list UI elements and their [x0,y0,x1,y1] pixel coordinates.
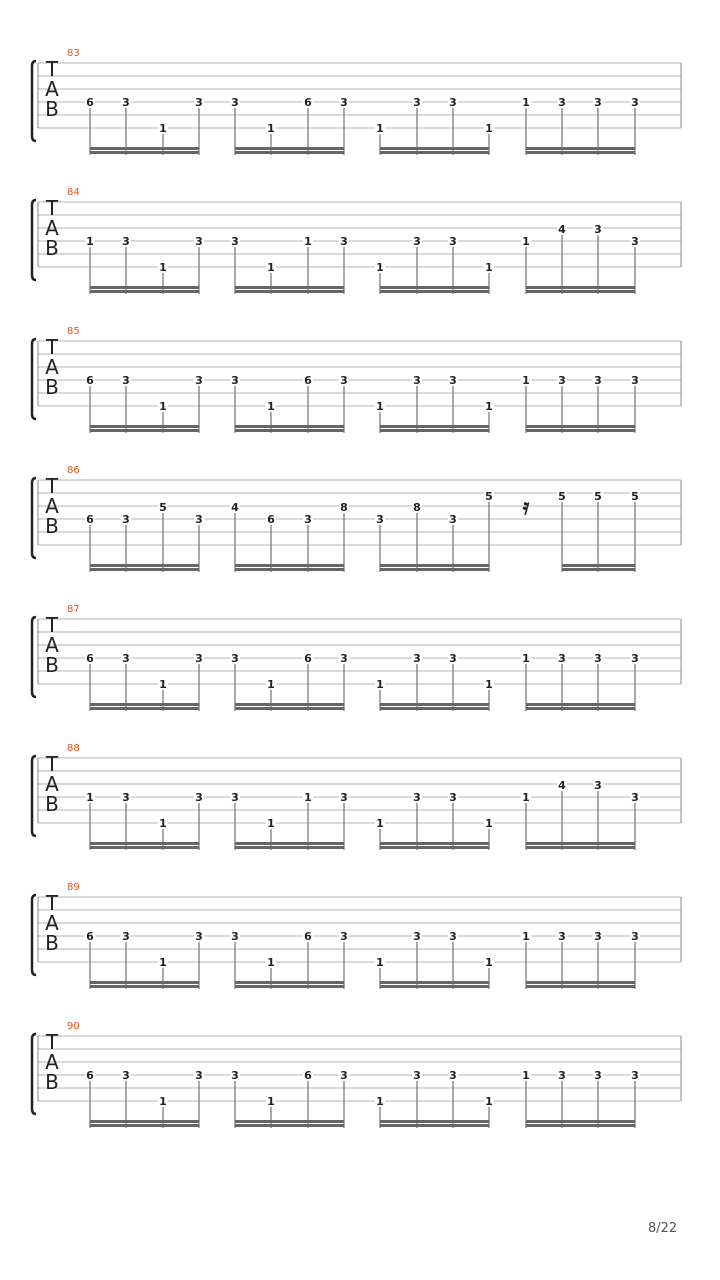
fret-number: 1 [522,791,530,804]
tab-clef-letter: A [45,1050,59,1074]
tab-clef-letter: A [45,911,59,935]
fret-number: 3 [449,930,457,943]
tab-clef-letter: T [45,335,59,359]
fret-number: 3 [231,930,239,943]
fret-number: 3 [413,374,421,387]
system-bracket [32,478,36,558]
tab-clef-letter: B [45,1070,59,1094]
tab-system [0,48,720,161]
fret-number: 3 [631,930,639,943]
beam [526,985,635,988]
fret-number: 6 [86,513,94,526]
tab-system [0,1021,720,1134]
fret-number: 1 [267,122,275,135]
fret-number: 3 [340,652,348,665]
beam [380,985,489,988]
beam [235,842,344,845]
fret-number: 3 [558,374,566,387]
fret-number: 3 [449,513,457,526]
fret-number: 1 [304,791,312,804]
beam [380,429,489,432]
staff-svg [0,190,720,300]
tab-system [0,187,720,300]
measure-number: 84 [67,187,80,198]
fret-number: 6 [304,96,312,109]
beam [562,568,635,571]
fret-number: 1 [376,122,384,135]
fret-number: 6 [304,1069,312,1082]
tab-clef-letter: A [45,355,59,379]
fret-number: 1 [376,817,384,830]
fret-number: 3 [558,96,566,109]
beam [235,286,344,289]
fret-number: 3 [631,235,639,248]
fret-number: 1 [522,96,530,109]
fret-number: 3 [195,235,203,248]
beam [526,290,635,293]
beam [90,286,199,289]
fret-number: 6 [86,96,94,109]
tab-system [0,743,720,856]
tab-clef-letter: A [45,216,59,240]
staff-svg [0,51,720,161]
fret-number: 3 [558,1069,566,1082]
tab-clef-letter: T [45,613,59,637]
fret-number: 3 [558,930,566,943]
beam [90,290,199,293]
fret-number: 3 [594,223,602,236]
tab-system [0,326,720,439]
beam [380,703,489,706]
beam [526,981,635,984]
fret-number: 3 [195,513,203,526]
fret-number: 1 [376,956,384,969]
beam [90,1124,199,1127]
beam [235,985,344,988]
beam [235,290,344,293]
fret-number: 3 [558,652,566,665]
beam [380,151,489,154]
tab-clef-letter: T [45,196,59,220]
beam [380,564,489,567]
fret-number: 3 [122,96,130,109]
fret-number: 3 [340,235,348,248]
beam [380,290,489,293]
beam [562,564,635,567]
fret-number: 3 [195,652,203,665]
beam [90,564,199,567]
beam [235,429,344,432]
fret-number: 1 [159,817,167,830]
fret-number: 3 [231,96,239,109]
beam [90,429,199,432]
beam [90,1120,199,1123]
beam [526,425,635,428]
fret-number: 3 [631,652,639,665]
fret-number: 3 [594,96,602,109]
fret-number: 1 [304,235,312,248]
measure-number: 89 [67,882,80,893]
fret-number: 1 [485,261,493,274]
tab-clef-letter: B [45,792,59,816]
fret-number: 3 [631,791,639,804]
staff-svg [0,1024,720,1134]
fret-number: 3 [376,513,384,526]
fret-number: 1 [522,235,530,248]
fret-number: 3 [122,930,130,943]
system-bracket [32,61,36,141]
fret-number: 3 [231,235,239,248]
fret-number: 3 [594,652,602,665]
beam [526,842,635,845]
fret-number: 4 [231,501,239,514]
beam [380,842,489,845]
fret-number: 1 [159,122,167,135]
tab-clef-letter: B [45,514,59,538]
fret-number: 3 [231,1069,239,1082]
tab-clef-letter: T [45,474,59,498]
fret-number: 4 [558,779,566,792]
fret-number: 3 [449,374,457,387]
beam [235,707,344,710]
beam [380,846,489,849]
tab-clef-letter: B [45,97,59,121]
fret-number: 1 [485,122,493,135]
fret-number: 6 [86,374,94,387]
tab-clef-letter: T [45,891,59,915]
measure-number: 85 [67,326,80,337]
fret-number: 1 [485,400,493,413]
fret-number: 3 [631,374,639,387]
fret-number: 3 [231,791,239,804]
fret-number: 6 [304,930,312,943]
beam [526,1120,635,1123]
fret-number: 1 [485,1095,493,1108]
tab-clef-letter: B [45,236,59,260]
tab-clef-letter: B [45,653,59,677]
fret-number: 5 [485,490,493,503]
fret-number: 3 [122,374,130,387]
fret-number: 1 [376,1095,384,1108]
fret-number: 6 [86,652,94,665]
tab-clef-letter: T [45,1030,59,1054]
fret-number: 6 [304,374,312,387]
fret-number: 1 [159,678,167,691]
measure-number: 87 [67,604,80,615]
beam [526,846,635,849]
fret-number: 3 [413,930,421,943]
fret-number: 3 [231,374,239,387]
fret-number: 1 [485,956,493,969]
fret-number: 3 [195,374,203,387]
tab-clef-letter: T [45,752,59,776]
beam [90,151,199,154]
fret-number: 3 [340,374,348,387]
tab-clef-letter: A [45,772,59,796]
fret-number: 3 [340,791,348,804]
system-bracket [32,617,36,697]
fret-number: 3 [449,791,457,804]
fret-number: 1 [376,400,384,413]
fret-number: 5 [558,490,566,503]
staff-svg [0,329,720,439]
beam [90,568,199,571]
beam [526,707,635,710]
beam [90,842,199,845]
fret-number: 1 [159,261,167,274]
tab-clef-letter: A [45,77,59,101]
fret-number: 1 [522,930,530,943]
tab-system [0,604,720,717]
measure-number: 88 [67,743,80,754]
staff-svg [0,468,720,578]
fret-number: 3 [413,96,421,109]
fret-number: 6 [267,513,275,526]
fret-number: 5 [631,490,639,503]
fret-number: 3 [594,930,602,943]
beam [90,703,199,706]
beam [380,981,489,984]
fret-number: 1 [267,1095,275,1108]
fret-number: 1 [159,400,167,413]
fret-number: 8 [413,501,421,514]
tab-clef-letter: B [45,375,59,399]
fret-number: 1 [376,261,384,274]
fret-number: 3 [449,1069,457,1082]
beam [526,703,635,706]
fret-number: 3 [122,791,130,804]
fret-number: 1 [267,817,275,830]
fret-number: 1 [267,261,275,274]
system-bracket [32,200,36,280]
beam [235,703,344,706]
system-bracket [32,895,36,975]
fret-number: 3 [631,1069,639,1082]
system-bracket [32,756,36,836]
beam [235,568,344,571]
system-bracket [32,339,36,419]
fret-number: 3 [340,96,348,109]
fret-number: 6 [86,1069,94,1082]
system-bracket [32,1034,36,1114]
fret-number: 3 [413,1069,421,1082]
beam [380,707,489,710]
beam [90,981,199,984]
staff-svg [0,607,720,717]
fret-number: 3 [594,779,602,792]
fret-number: 8 [340,501,348,514]
fret-number: 3 [631,96,639,109]
beam [526,151,635,154]
beam [235,151,344,154]
fret-number: 1 [267,400,275,413]
beam [235,564,344,567]
beam [380,1120,489,1123]
fret-number: 1 [522,1069,530,1082]
tab-clef-letter: T [45,57,59,81]
fret-number: 4 [558,223,566,236]
beam [526,286,635,289]
fret-number: 5 [159,501,167,514]
beam [526,1124,635,1127]
beam [235,1120,344,1123]
beam [235,147,344,150]
beam [90,147,199,150]
fret-number: 3 [195,1069,203,1082]
fret-number: 1 [159,1095,167,1108]
tab-clef-letter: B [45,931,59,955]
fret-number: 3 [195,96,203,109]
beam [90,707,199,710]
beam [526,429,635,432]
beam [380,147,489,150]
beam [380,568,489,571]
beam [380,425,489,428]
fret-number: 1 [522,652,530,665]
fret-number: 3 [340,930,348,943]
fret-number: 3 [413,235,421,248]
fret-number: 1 [485,678,493,691]
beam [90,985,199,988]
fret-number: 1 [376,678,384,691]
sixteenth-rest: 𝄿 [522,495,530,520]
tab-system [0,465,720,578]
staff-svg [0,885,720,995]
page-number: 8/22 [648,1221,678,1236]
fret-number: 3 [122,513,130,526]
fret-number: 3 [449,235,457,248]
beam [235,846,344,849]
beam [380,1124,489,1127]
tab-system [0,882,720,995]
fret-number: 3 [449,652,457,665]
fret-number: 3 [340,1069,348,1082]
fret-number: 6 [304,652,312,665]
beam [90,425,199,428]
beam [380,286,489,289]
fret-number: 3 [195,791,203,804]
fret-number: 5 [594,490,602,503]
fret-number: 1 [86,235,94,248]
beam [235,425,344,428]
fret-number: 3 [304,513,312,526]
fret-number: 3 [122,652,130,665]
fret-number: 1 [86,791,94,804]
fret-number: 1 [159,956,167,969]
tab-clef-letter: A [45,494,59,518]
beam [235,981,344,984]
fret-number: 6 [86,930,94,943]
fret-number: 1 [485,817,493,830]
staff-svg [0,746,720,856]
beam [90,846,199,849]
fret-number: 3 [122,1069,130,1082]
measure-number: 83 [67,48,80,59]
fret-number: 3 [413,791,421,804]
fret-number: 3 [594,374,602,387]
fret-number: 1 [267,956,275,969]
fret-number: 1 [522,374,530,387]
fret-number: 3 [195,930,203,943]
fret-number: 3 [594,1069,602,1082]
fret-number: 1 [267,678,275,691]
beam [526,147,635,150]
fret-number: 3 [122,235,130,248]
tab-clef-letter: A [45,633,59,657]
beam [235,1124,344,1127]
measure-number: 86 [67,465,80,476]
measure-number: 90 [67,1021,80,1032]
fret-number: 3 [231,652,239,665]
fret-number: 3 [449,96,457,109]
fret-number: 3 [413,652,421,665]
